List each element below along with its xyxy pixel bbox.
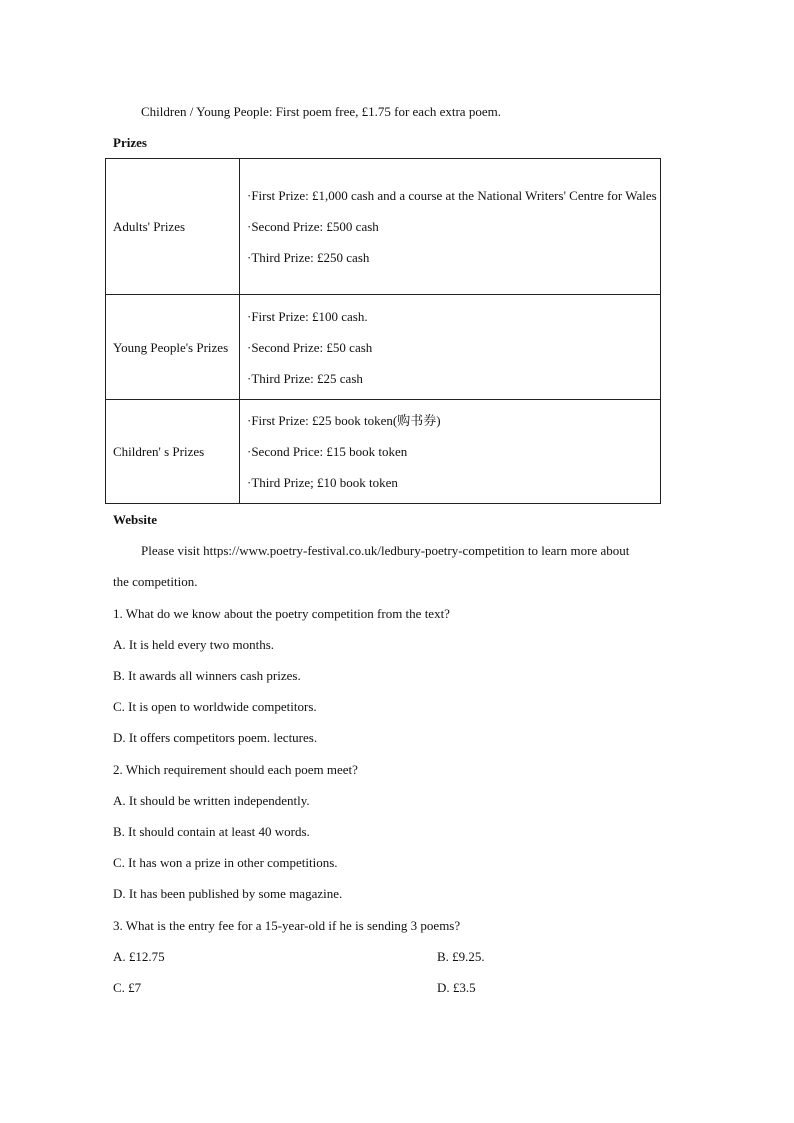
website-heading: Website [113,512,158,527]
question-1-option-c: C. It is open to worldwide competitors. [113,699,317,714]
table-row [106,159,661,295]
prize-list [240,295,661,400]
prize-item: ·Third Prize: £25 cash [247,370,363,386]
website-text: Please visit https://www.poetry-festival.co.uk/ledbury-poetry-competition to learn more about [141,543,630,558]
question-2-option-b: B. It should contain at least 40 words. [113,824,310,839]
question-3-option-b: B. £9.25. [437,949,485,964]
prize-item: ·First Prize: £100 cash. [247,308,368,324]
prize-item: ·First Prize: £1,000 cash and a course at the National Writers' Centre for Wales [247,188,657,203]
question-1-option-b: B. It awards all winners cash prizes. [113,668,301,683]
prizes-heading: Prizes [113,135,147,150]
question-1-stem: 1. What do we know about the poetry competition from the text? [113,606,450,621]
website-text-continued: the competition. [113,574,198,589]
fees-line: Children / Young People: First poem free, £1.75 for each extra poem. [141,104,501,119]
prizes-table [105,158,661,504]
prize-category: Adults' Prizes [106,159,240,295]
question-1-option-a: A. It is held every two months. [113,637,275,652]
prize-category: Children' s Prizes [106,400,240,504]
table-row [106,400,661,504]
prize-item: ·Second Price: £15 book token [247,444,408,459]
prize-item: ·Second Prize: £500 cash [247,219,379,234]
question-3-stem: 3. What is the entry fee for a 15-year-old if he is sending 3 poems? [113,918,461,933]
prize-item: ·Second Prize: £50 cash [247,339,373,355]
prize-list [240,400,661,504]
question-1-option-d: D. It offers competitors poem. lectures. [113,730,318,745]
prize-item: ·Third Prize: £250 cash [247,250,370,265]
question-3-option-d: D. £3.5 [437,980,476,995]
question-3-option-c: C. £7 [113,980,142,995]
prize-category: Young People's Prizes [106,295,240,400]
prize-item: ·First Prize: £25 book token(购书券) [247,413,441,428]
question-2-stem: 2. Which requirement should each poem meet? [113,762,358,777]
table-row [106,295,661,400]
prize-list [240,159,661,295]
question-2-option-a: A. It should be written independently. [113,793,310,808]
question-2-option-d: D. It has been published by some magazine. [113,886,343,901]
question-2-option-c: C. It has won a prize in other competitions. [113,855,338,870]
prize-item: ·Third Prize; £10 book token [247,475,398,490]
question-3-option-a: A. £12.75 [113,949,165,964]
